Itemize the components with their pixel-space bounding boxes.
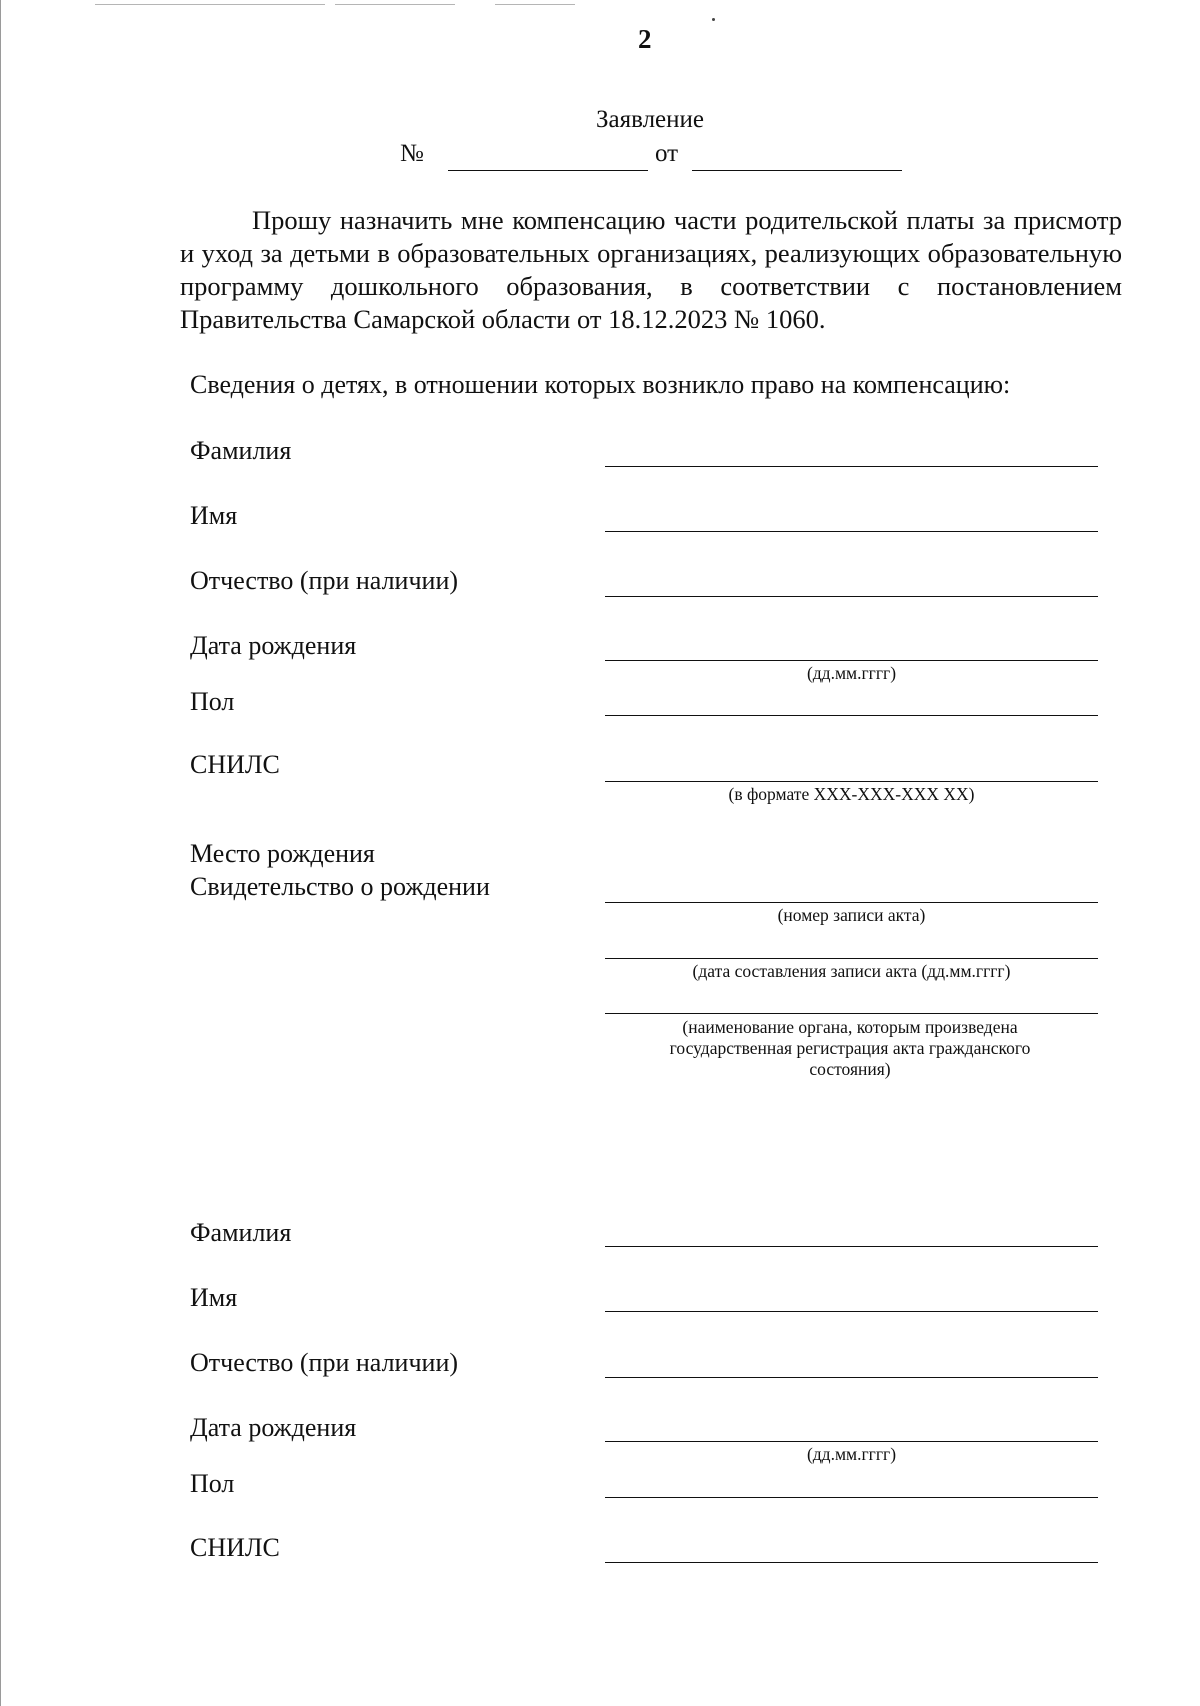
child1-certificate-label: Свидетельство о рождении bbox=[190, 872, 490, 901]
child2-name-line bbox=[605, 1311, 1098, 1312]
scan-top-edge bbox=[495, 4, 575, 5]
child2-snils-line bbox=[605, 1562, 1098, 1563]
child1-authority-hint: (наименование органа, которым произведена государственная регистрация акта гражданского состояния) bbox=[669, 1017, 1031, 1079]
child1-birthdate-hint: (дд.мм.гггг) bbox=[806, 663, 897, 683]
child1-surname-label: Фамилия bbox=[190, 436, 292, 465]
child2-birthdate-line bbox=[605, 1441, 1098, 1442]
child2-gender-label: Пол bbox=[190, 1469, 235, 1498]
child1-gender-line bbox=[605, 715, 1098, 716]
child2-patronymic-label: Отчество (при наличии) bbox=[190, 1348, 459, 1377]
scan-speck bbox=[712, 18, 715, 21]
child1-snils-hint: (в формате XXX-XXX-XXX XX) bbox=[728, 784, 975, 804]
page-number: 2 bbox=[638, 24, 652, 54]
child2-gender-line bbox=[605, 1497, 1098, 1498]
child1-snils-label: СНИЛС bbox=[190, 750, 280, 779]
child2-birthdate-hint: (дд.мм.гггг) bbox=[806, 1444, 897, 1464]
children-heading: Сведения о детях, в отношении которых возникло право на компенсацию: bbox=[190, 370, 1011, 399]
child2-surname-line bbox=[605, 1246, 1098, 1247]
number-label: № bbox=[400, 140, 424, 167]
child1-name-label: Имя bbox=[190, 501, 238, 530]
child1-patronymic-label: Отчество (при наличии) bbox=[190, 566, 459, 595]
child1-authority-line bbox=[605, 1013, 1098, 1014]
child2-patronymic-line bbox=[605, 1377, 1098, 1378]
child1-record-number-line bbox=[605, 902, 1098, 903]
document-title: Заявление bbox=[595, 106, 705, 133]
request-paragraph: Прошу назначить мне компенсацию части родительской платы за присмотр и уход за детьми в образовательных организациях, реализующих образовательную программу дошкольного образования, в соответствии с постановлением Правительства Самарской области от 18.12.2023 № 1060. bbox=[180, 205, 1122, 334]
from-label: от bbox=[655, 140, 679, 167]
child2-name-label: Имя bbox=[190, 1283, 238, 1312]
child2-snils-label: СНИЛС bbox=[190, 1533, 280, 1562]
scan-edge bbox=[0, 0, 1, 1706]
child1-name-line bbox=[605, 531, 1098, 532]
child1-birthdate-label: Дата рождения bbox=[190, 631, 357, 660]
scan-top-edge bbox=[335, 4, 455, 5]
child2-surname-label: Фамилия bbox=[190, 1218, 292, 1247]
child1-record-date-hint: (дата составления записи акта (дд.мм.гггг) bbox=[692, 961, 1011, 981]
child1-birthplace-label: Место рождения bbox=[190, 839, 375, 868]
child1-snils-line bbox=[605, 781, 1098, 782]
child1-birthdate-line bbox=[605, 660, 1098, 661]
date-blank-line bbox=[692, 170, 902, 171]
number-blank-line bbox=[448, 170, 648, 171]
child2-birthdate-label: Дата рождения bbox=[190, 1413, 357, 1442]
scan-top-edge bbox=[95, 4, 325, 5]
child1-gender-label: Пол bbox=[190, 687, 235, 716]
child1-record-date-line bbox=[605, 958, 1098, 959]
child1-record-number-hint: (номер записи акта) bbox=[777, 905, 926, 925]
child1-patronymic-line bbox=[605, 596, 1098, 597]
child1-surname-line bbox=[605, 466, 1098, 467]
